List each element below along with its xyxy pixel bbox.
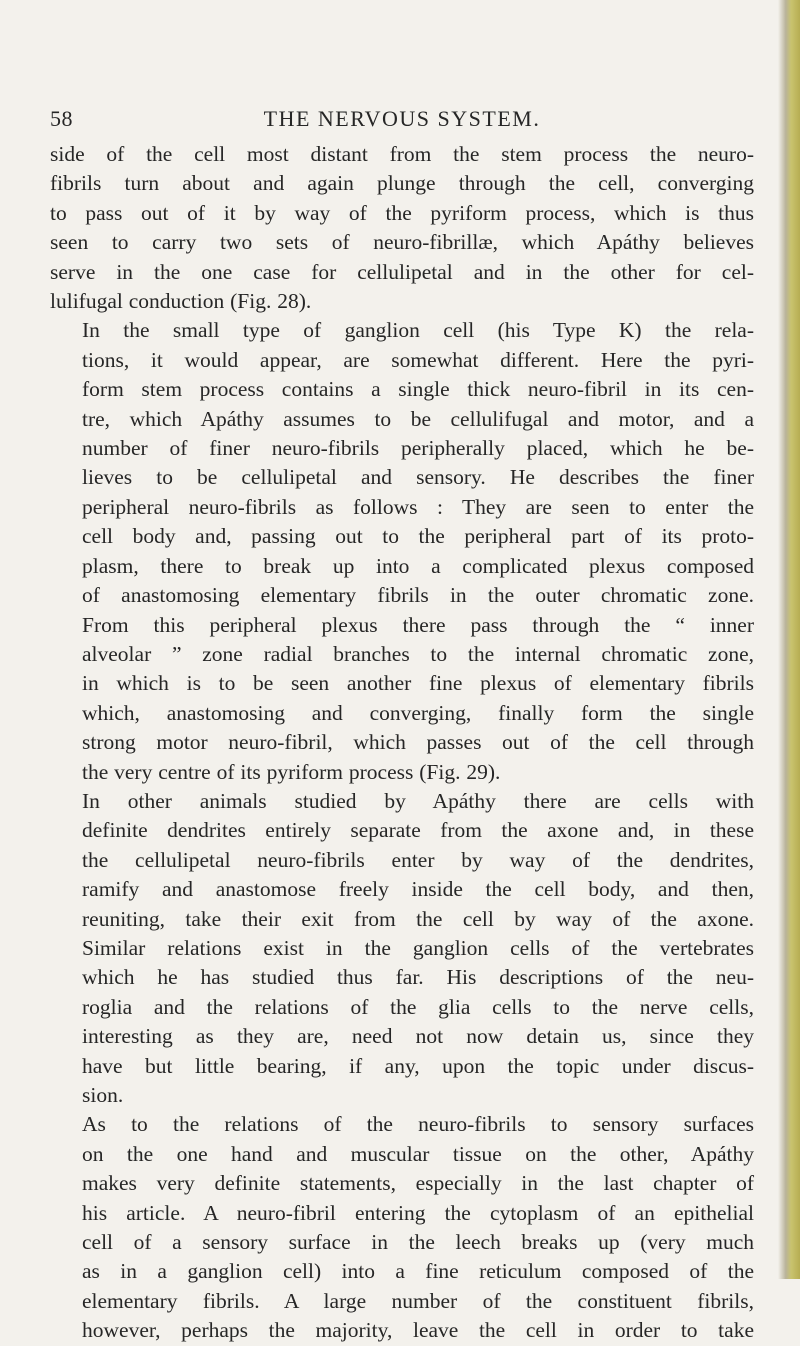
- text-line: reuniting, take their exit from the cell by way of the axone.: [82, 906, 754, 931]
- text-line: fibrils turn about and again plunge through the cell, converging: [50, 171, 754, 196]
- text-line: which, anastomosing and converging, finally form the single: [82, 700, 754, 725]
- text-line: Similar relations exist in the ganglion cells of the vertebrates: [82, 935, 754, 960]
- text-line: tre, which Apáthy assumes to be cellulifugal and motor, and a: [82, 406, 754, 431]
- text-line: however, perhaps the majority, leave the cell in order to take: [82, 1318, 754, 1343]
- page-header: [50, 106, 754, 136]
- text-line: interesting as they are, need not now detain us, since they: [82, 1024, 754, 1049]
- page-number: 58: [50, 106, 73, 131]
- text-line: as in a ganglion cell) into a fine reticulum composed of the: [82, 1259, 754, 1284]
- text-line: lulifugal conduction (Fig. 28).: [50, 289, 312, 314]
- text-line: elementary fibrils. A large number of the constituent fibrils,: [82, 1288, 754, 1313]
- text-line: lieves to be cellulipetal and sensory. He describes the finer: [82, 465, 754, 490]
- text-line: alveolar ” zone radial branches to the internal chromatic zone,: [82, 641, 754, 666]
- text-line: roglia and the relations of the glia cells to the nerve cells,: [82, 994, 754, 1019]
- text-line: serve in the one case for cellulipetal and in the other for cel-: [50, 259, 754, 284]
- paragraph: [50, 140, 754, 316]
- text-line: the cellulipetal neuro-fibrils enter by way of the dendrites,: [82, 847, 754, 872]
- paragraph: [50, 316, 754, 787]
- text-line: peripheral neuro-fibrils as follows : They are seen to enter the: [82, 494, 754, 519]
- text-line: cell body and, passing out to the peripheral part of its proto-: [82, 524, 754, 549]
- text-line: As to the relations of the neuro-fibrils to sensory surfaces: [82, 1112, 754, 1137]
- body-text: [50, 140, 754, 1346]
- text-line: which he has studied thus far. His descriptions of the neu-: [82, 965, 754, 990]
- running-title: THE NERVOUS SYSTEM.: [263, 106, 541, 131]
- text-line: have but little bearing, if any, upon the topic under discus-: [82, 1053, 754, 1078]
- paragraph: [50, 1110, 754, 1345]
- text-line: ramify and anastomose freely inside the cell body, and then,: [82, 877, 754, 902]
- page-edge-shadow: [778, 0, 800, 1279]
- text-line: the very centre of its pyriform process (Fig. 29).: [82, 759, 501, 784]
- text-line: in which is to be seen another fine plexus of elementary fibrils: [82, 671, 754, 696]
- text-line: cell of a sensory surface in the leech breaks up (very much: [82, 1230, 754, 1255]
- text-line: sion.: [82, 1083, 124, 1107]
- text-line: to pass out of it by way of the pyriform process, which is thus: [50, 200, 754, 225]
- text-line: seen to carry two sets of neuro-fibrillæ, which Apáthy believes: [50, 230, 754, 255]
- text-line: definite dendrites entirely separate from the axone and, in these: [82, 818, 754, 843]
- text-line: of anastomosing elementary fibrils in the outer chromatic zone.: [82, 583, 754, 608]
- text-line: plasm, there to break up into a complicated plexus composed: [82, 553, 754, 578]
- text-line: his article. A neuro-fibril entering the cytoplasm of an epithelial: [82, 1200, 754, 1225]
- text-line: tions, it would appear, are somewhat different. Here the pyri-: [82, 347, 754, 372]
- text-line: strong motor neuro-fibril, which passes out of the cell through: [82, 730, 754, 755]
- text-line: From this peripheral plexus there pass through the “ inner: [82, 612, 754, 637]
- text-line: on the one hand and muscular tissue on the other, Apáthy: [82, 1141, 754, 1166]
- text-line: side of the cell most distant from the stem process the neuro-: [50, 142, 754, 166]
- text-line: number of finer neuro-fibrils peripherally placed, which he be-: [82, 436, 754, 461]
- paragraph: [50, 787, 754, 1110]
- text-line: In other animals studied by Apáthy there are cells with: [82, 788, 754, 813]
- text-line: makes very definite statements, especially in the last chapter of: [82, 1171, 754, 1196]
- text-line: In the small type of ganglion cell (his Type K) the rela-: [82, 318, 754, 343]
- text-line: form stem process contains a single thick neuro-fibril in its cen-: [82, 377, 754, 402]
